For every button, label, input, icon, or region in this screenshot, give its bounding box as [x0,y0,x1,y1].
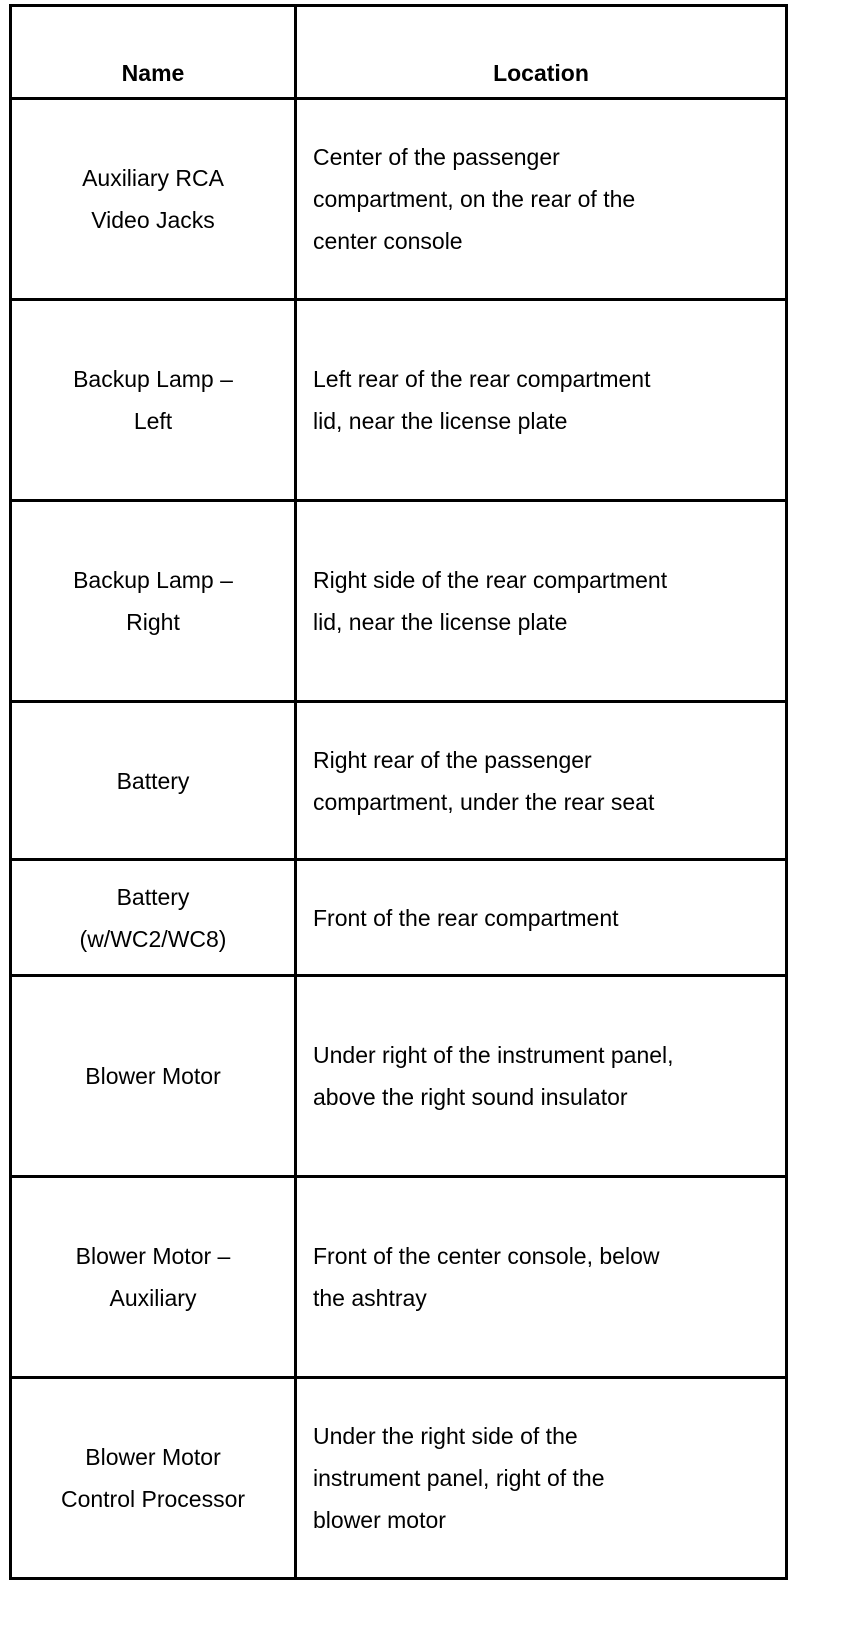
component-location-line: instrument panel, right of the [313,1465,605,1491]
table-row [11,300,787,501]
component-name-cell [11,1177,296,1378]
component-location-line: Right side of the rear compartment [313,567,668,593]
component-name-line: Auxiliary RCA [82,165,224,191]
component-name-cell [11,99,296,300]
component-name-line: Battery [116,767,190,794]
component-name-line: Blower Motor [85,1444,221,1470]
table-row [11,501,787,702]
table-row [11,976,787,1177]
component-location-cell [296,501,787,702]
component-location-line: above the right sound insulator [313,1084,628,1110]
component-location-line: lid, near the license plate [313,408,568,434]
table-row [11,1378,787,1579]
component-location-line: blower motor [313,1507,446,1533]
component-location-line: Front of the rear compartment [313,904,619,931]
component-name-line: Battery [116,883,190,910]
component-location-cell [296,702,787,860]
component-name-cell [11,702,296,860]
component-location-line: compartment, under the rear seat [313,788,655,815]
component-name-cell [11,501,296,702]
component-location-line: lid, near the license plate [313,609,568,635]
component-location-line: compartment, on the rear of the [313,186,636,212]
component-location-line: Under right of the instrument panel, [313,1042,674,1068]
table-row [11,99,787,300]
component-name-cell [11,300,296,501]
component-location-cell [296,1378,787,1579]
component-name-line: Video Jacks [91,207,215,233]
component-location-line: Front of the center console, below [313,1243,660,1269]
component-name-line: Right [126,609,180,635]
name-column-header: Name [11,6,296,99]
component-location-line: Under the right side of the [313,1423,578,1449]
component-location-line: Center of the passenger [313,144,560,170]
component-location-line: center console [313,228,463,254]
component-name-line: (w/WC2/WC8) [79,925,227,952]
component-location-line: the ashtray [313,1285,427,1311]
component-location-cell [296,860,787,976]
component-name-line: Blower Motor – [75,1243,231,1269]
table-row [11,860,787,976]
table-row [11,702,787,860]
table-header-row [11,6,787,99]
component-location-cell [296,976,787,1177]
component-name-line: Backup Lamp – [73,366,233,392]
component-name-line: Control Processor [60,1486,246,1512]
table-row [11,1177,787,1378]
component-name-cell [11,860,296,976]
component-name-line: Left [133,408,173,434]
component-location-cell [296,1177,787,1378]
component-location-table [9,4,788,1580]
component-location-cell [296,300,787,501]
component-name-line: Auxiliary [109,1285,197,1311]
location-column-header: Location [296,6,787,99]
component-location-line: Right rear of the passenger [313,746,592,773]
component-location-cell [296,99,787,300]
component-name-line: Backup Lamp – [73,567,233,593]
component-location-line: Left rear of the rear compartment [313,366,651,392]
component-name-cell [11,1378,296,1579]
component-name-cell [11,976,296,1177]
component-name-line: Blower Motor [85,1063,221,1089]
